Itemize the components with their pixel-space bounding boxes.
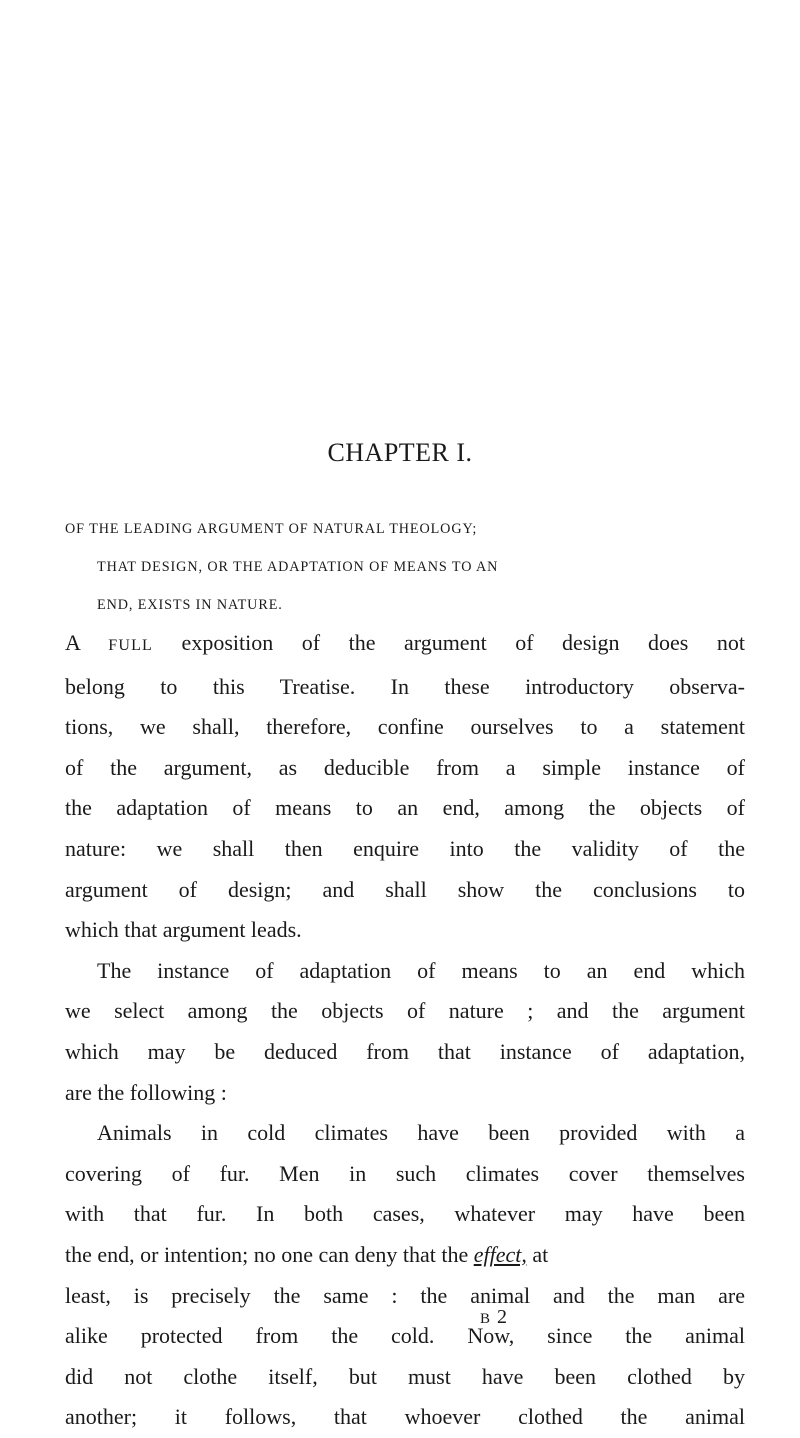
body-line-text: exposition of the argument of design does not [153,630,745,655]
signature-mark [480,1306,508,1329]
body-line: Animals in cold climates have been provided with a [97,1120,745,1146]
chapter-heading: CHAPTER I. [327,438,473,467]
body-line: argument of design; and shall show the conclusions to [65,876,745,902]
body-line [65,1235,745,1276]
subtitle-line: OF THE LEADING ARGUMENT OF NATURAL THEOLOGY; [65,521,478,537]
body-line: which may be deduced from that instance of adaptation, [65,1038,745,1064]
emphasized-word: effect, [473,1241,527,1267]
paragraph-initial: A [65,630,80,655]
body-line: we select among the objects of nature ; and the argument [65,998,745,1024]
body-line-text: at [526,1241,549,1267]
body-line [65,623,745,667]
body-line: least, is precisely the same : the animal and the man are [65,1282,745,1308]
body-line-text: the end, or intention; no one can deny that the [65,1241,469,1267]
body-line: belong to this Treatise. In these introductory observa- [65,673,745,699]
signature-number: 2 [497,1306,509,1328]
small-caps-word: FULL [108,637,154,654]
chapter-body [65,623,745,1438]
subtitle-line: END, EXISTS IN NATURE. [97,597,283,613]
body-line: nature: we shall then enquire into the validity of the [65,835,745,861]
body-line: the adaptation of means to an end, among the objects of [65,795,745,821]
body-line: which that argument leads. [65,917,302,943]
subtitle-line: THAT DESIGN, OR THE ADAPTATION OF MEANS TO AN [97,559,499,575]
body-line: another; it follows, that whoever clothed the animal [65,1404,745,1430]
body-line: with that fur. In both cases, whatever may have been [65,1201,745,1227]
body-line: of the argument, as deducible from a simple instance of [65,754,745,780]
signature-letter: B [480,1311,492,1327]
body-line: The instance of adaptation of means to an end which [97,957,745,983]
body-line: tions, we shall, therefore, confine ourselves to a statement [65,714,745,740]
body-line: covering of fur. Men in such climates cover themselves [65,1160,745,1186]
body-line: did not clothe itself, but must have been clothed by [65,1363,745,1389]
chapter-subtitle [65,510,725,624]
body-line: are the following : [65,1079,227,1105]
body-line: alike protected from the cold. Now, since the animal [65,1323,745,1349]
